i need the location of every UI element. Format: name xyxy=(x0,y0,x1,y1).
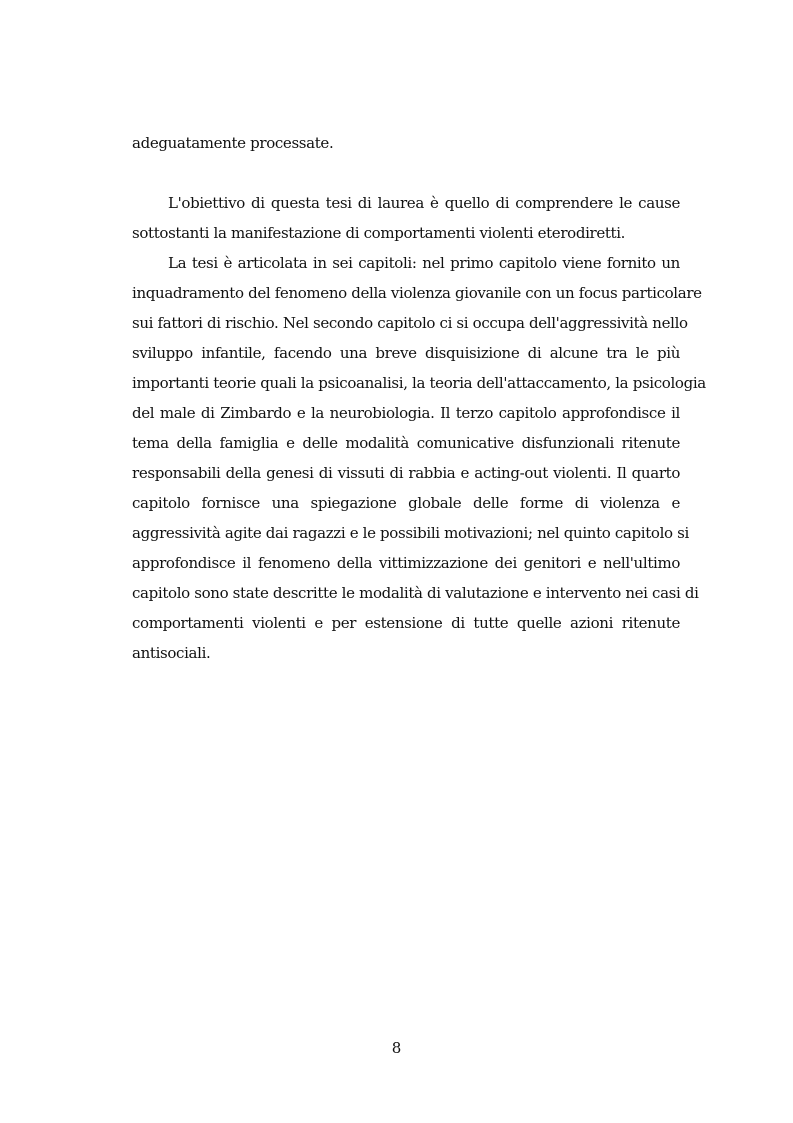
paragraph-spacer xyxy=(132,158,680,188)
text-line: sviluppo infantile, facendo una breve disquisizione di alcune tra le più xyxy=(132,344,680,362)
paragraph-objective xyxy=(132,188,680,248)
text-line: aggressività agite dai ragazzi e le possibili motivazioni; nel quinto capitolo si xyxy=(132,524,689,542)
page-body xyxy=(132,128,706,668)
paragraph-continuation xyxy=(132,128,680,158)
text-line: sui fattori di rischio. Nel secondo capitolo ci si occupa dell'aggressività nello xyxy=(132,314,688,332)
text-line: L'obiettivo di questa tesi di laurea è quello di comprendere le cause xyxy=(168,194,680,212)
text-line: responsabili della genesi di vissuti di rabbia e acting-out violenti. Il quarto xyxy=(132,464,680,482)
paragraph-chapter-overview xyxy=(132,248,706,668)
text-line: approfondisce il fenomeno della vittimizzazione dei genitori e nell'ultimo xyxy=(132,554,680,572)
text-line: comportamenti violenti e per estensione di tutte quelle azioni ritenute xyxy=(132,614,680,632)
text-line: tema della famiglia e delle modalità comunicative disfunzionali ritenute xyxy=(132,434,680,452)
text-line: adeguatamente processate. xyxy=(132,134,334,152)
page-number: 8 xyxy=(391,1039,402,1057)
text-line: La tesi è articolata in sei capitoli: nel primo capitolo viene fornito un xyxy=(168,254,680,272)
text-line: inquadramento del fenomeno della violenza giovanile con un focus particolare xyxy=(132,284,702,302)
text-line: del male di Zimbardo e la neurobiologia. Il terzo capitolo approfondisce il xyxy=(132,404,680,422)
text-line: sottostanti la manifestazione di comportamenti violenti eterodiretti. xyxy=(132,224,626,242)
text-line: importanti teorie quali la psicoanalisi, la teoria dell'attaccamento, la psicologia xyxy=(132,374,706,392)
text-line: capitolo fornisce una spiegazione globale delle forme di violenza e xyxy=(132,494,680,512)
text-line: capitolo sono state descritte le modalità di valutazione e intervento nei casi di xyxy=(132,584,699,602)
text-line: antisociali. xyxy=(132,644,211,662)
